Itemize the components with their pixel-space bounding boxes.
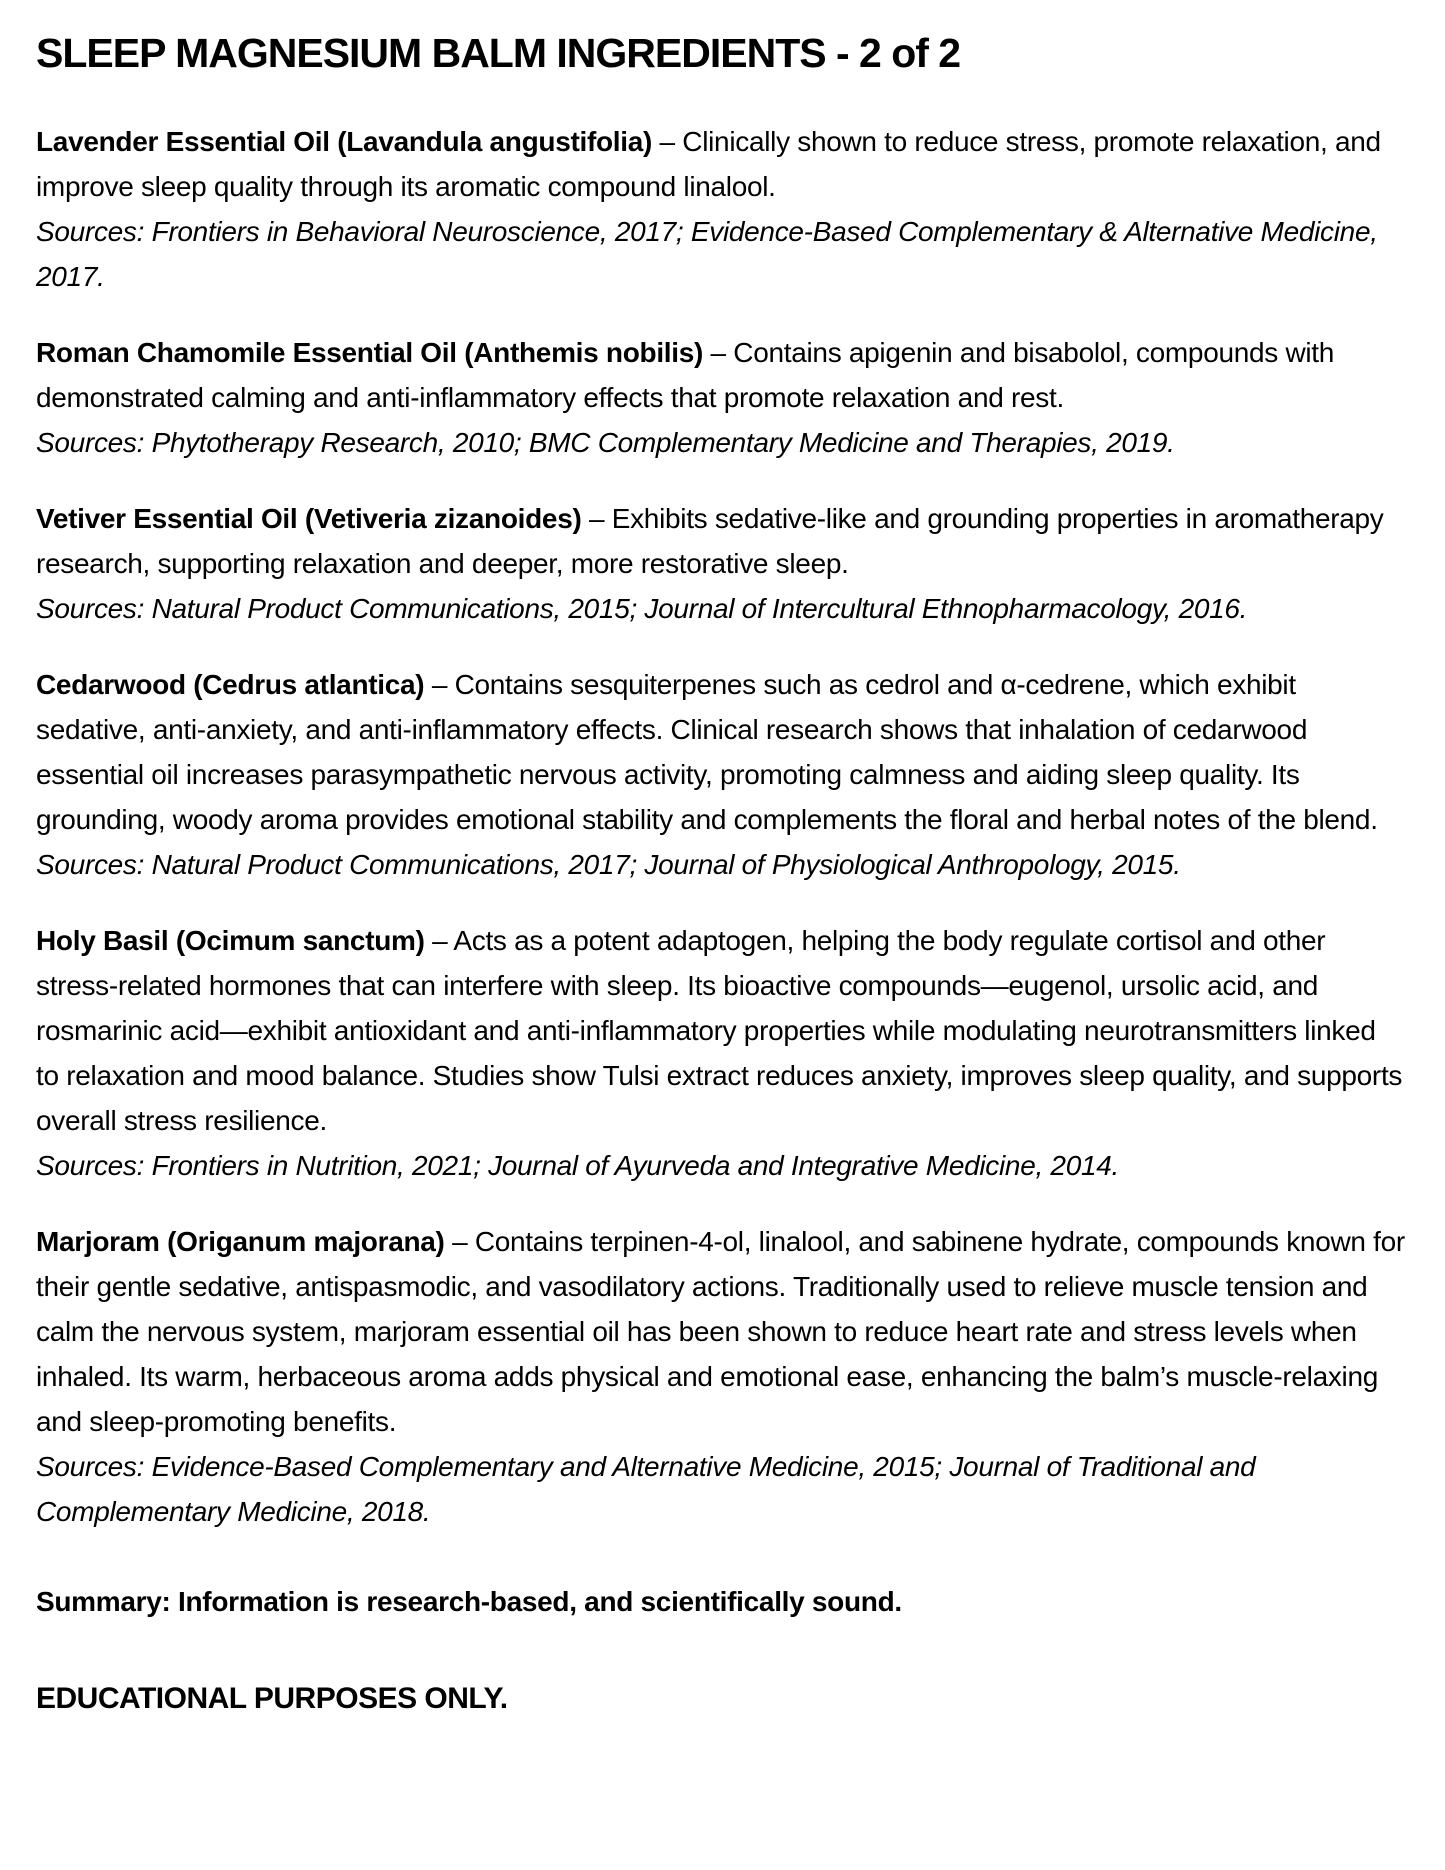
ingredient-sources: Sources: Frontiers in Behavioral Neuroscience, 2017; Evidence-Based Complementary & Alternative Medicine, 2017.: [36, 216, 1378, 293]
ingredient-paragraph: [36, 662, 1405, 842]
ingredient-paragraph: [36, 119, 1405, 209]
ingredient-sources: Sources: Phytotherapy Research, 2010; BMC Complementary Medicine and Therapies, 2019.: [36, 427, 1175, 459]
page-title: SLEEP MAGNESIUM BALM INGREDIENTS - 2 of 2: [36, 30, 961, 76]
ingredient-description: – Acts as a potent adaptogen, helping the body regulate cortisol and other stress-related hormones that can interfere with sleep. Its bioactive compounds—eugenol, ursolic acid, and rosmarinic acid—exhibit antioxidant and anti-inflammatory properties while modulating neurotransmitters linked to relaxation and mood balance. Studies show Tulsi extract reduces anxiety, improves sleep quality, and supports overall stress resilience.: [36, 925, 1403, 1137]
ingredient-sources: Sources: Natural Product Communications, 2017; Journal of Physiological Anthropology, 2015.: [36, 849, 1181, 881]
ingredient-section-roman-chamomile: [36, 330, 1405, 465]
ingredient-description: – Contains terpinen-4-ol, linalool, and sabinene hydrate, compounds known for their gentle sedative, antispasmodic, and vasodilatory actions. Traditionally used to relieve muscle tension and calm the nervous system, marjoram essential oil has been shown to reduce heart rate and stress levels when inhaled. Its warm, herbaceous aroma adds physical and emotional ease, enhancing the balm’s muscle-relaxing and sleep-promoting benefits.: [36, 1226, 1405, 1438]
summary-statement: Summary: Information is research-based, and scientifically sound.: [36, 1586, 902, 1618]
ingredient-section-vetiver: [36, 496, 1405, 631]
ingredient-section-lavender: [36, 119, 1405, 299]
ingredient-description: – Clinically shown to reduce stress, promote relaxation, and improve sleep quality through its aromatic compound linalool.: [36, 126, 1381, 203]
ingredient-sources: Sources: Evidence-Based Complementary and Alternative Medicine, 2015; Journal of Traditional and Complementary Medicine, 2018.: [36, 1451, 1256, 1528]
ingredient-name: Cedarwood (Cedrus atlantica): [36, 669, 425, 701]
ingredient-paragraph: [36, 496, 1405, 586]
ingredient-section-cedarwood: [36, 662, 1405, 887]
ingredient-sources: Sources: Natural Product Communications, 2015; Journal of Intercultural Ethnopharmacology, 2016.: [36, 593, 1248, 625]
ingredient-paragraph: [36, 330, 1405, 420]
ingredient-description: – Contains sesquiterpenes such as cedrol and α-cedrene, which exhibit sedative, anti-anxiety, and anti-inflammatory effects. Clinical research shows that inhalation of cedarwood essential oil increases parasympathetic nervous activity, promoting calmness and aiding sleep quality. Its grounding, woody aroma provides emotional stability and complements the floral and herbal notes of the blend.: [36, 669, 1378, 836]
ingredient-paragraph: [36, 1219, 1405, 1444]
ingredient-name: Roman Chamomile Essential Oil (Anthemis nobilis): [36, 337, 704, 369]
ingredient-section-marjoram: [36, 1219, 1405, 1534]
ingredient-section-holy-basil: [36, 918, 1405, 1188]
ingredient-description: – Exhibits sedative-like and grounding properties in aromatherapy research, supporting relaxation and deeper, more restorative sleep.: [36, 503, 1384, 580]
ingredient-name: Vetiver Essential Oil (Vetiveria zizanoides): [36, 503, 582, 535]
ingredient-name: Marjoram (Origanum majorana): [36, 1226, 445, 1258]
ingredient-sources: Sources: Frontiers in Nutrition, 2021; Journal of Ayurveda and Integrative Medicine, 2014.: [36, 1150, 1119, 1182]
ingredient-description: – Contains apigenin and bisabolol, compounds with demonstrated calming and anti-inflammatory effects that promote relaxation and rest.: [36, 337, 1335, 414]
ingredient-name: Holy Basil (Ocimum sanctum): [36, 925, 425, 957]
disclaimer-statement: EDUCATIONAL PURPOSES ONLY.: [36, 1682, 508, 1716]
ingredient-name: Lavender Essential Oil (Lavandula angustifolia): [36, 126, 653, 158]
ingredient-paragraph: [36, 918, 1405, 1143]
